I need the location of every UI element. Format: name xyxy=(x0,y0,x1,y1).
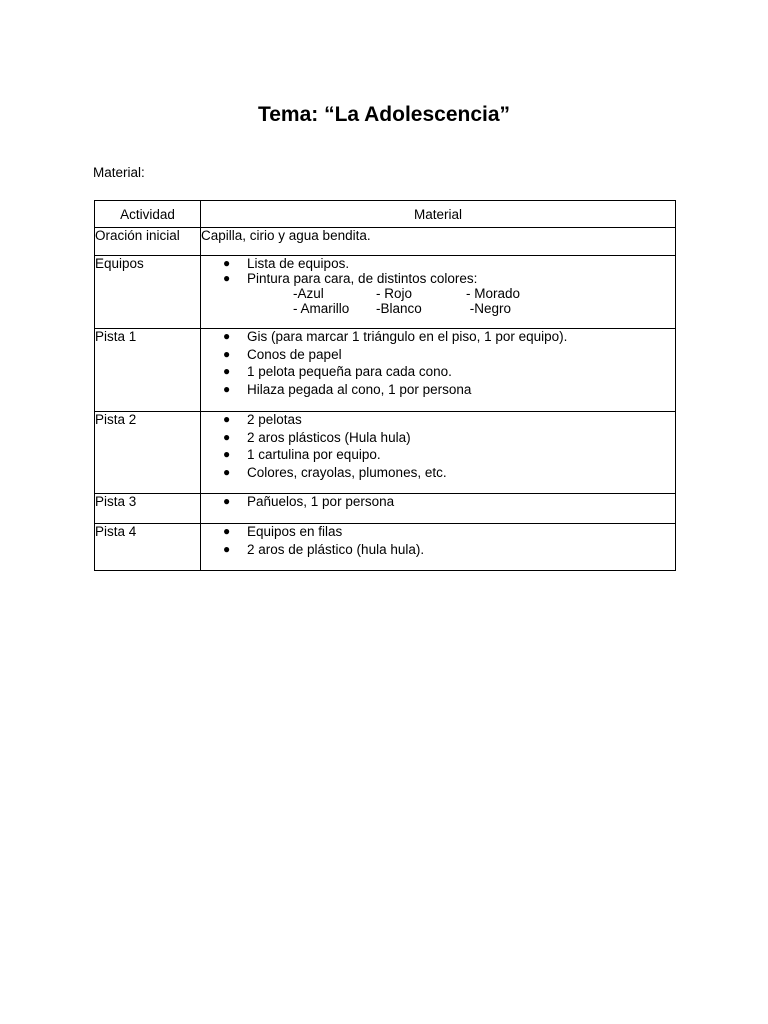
list-item xyxy=(201,347,675,362)
page-title: Tema: “La Adolescencia” xyxy=(257,103,511,126)
bullet-icon: ● xyxy=(223,381,231,396)
bullet-icon: ● xyxy=(223,524,231,538)
bullet-icon: ● xyxy=(223,464,231,479)
color-list xyxy=(201,286,675,316)
material-cell xyxy=(201,329,676,412)
activity-cell: Pista 2 xyxy=(95,412,201,494)
activity-cell: Pista 3 xyxy=(95,494,201,524)
list-item-text: 2 pelotas xyxy=(247,412,302,427)
list-item xyxy=(201,430,675,445)
list-item-text: Conos de papel xyxy=(247,346,342,362)
activity-cell: Oración inicial xyxy=(95,228,201,256)
list-item-text: Gis (para marcar 1 triángulo en el piso, 1 por equipo). xyxy=(247,329,568,344)
color-item: - Amarillo xyxy=(293,301,350,316)
bullet-icon: ● xyxy=(223,364,231,378)
material-cell xyxy=(201,494,676,524)
list-item xyxy=(201,382,675,397)
material-cell xyxy=(201,412,676,494)
bullet-icon: ● xyxy=(223,271,231,285)
list-item xyxy=(201,364,675,379)
bullet-icon: ● xyxy=(223,346,231,361)
material-list xyxy=(201,412,675,480)
table-row xyxy=(95,494,676,524)
list-item xyxy=(201,256,675,271)
list-item-text: Colores, crayolas, plumones, etc. xyxy=(247,464,447,480)
list-item-text: Equipos en filas xyxy=(247,524,343,539)
list-item xyxy=(201,329,675,344)
table-header-row xyxy=(95,201,676,228)
bullet-icon: ● xyxy=(223,429,231,444)
material-list xyxy=(201,524,675,557)
material-cell: Capilla, cirio y agua bendita. xyxy=(201,228,676,256)
table-row xyxy=(95,228,676,256)
color-item: -Blanco xyxy=(376,301,422,316)
list-item xyxy=(201,271,675,286)
list-item-text: Lista de equipos. xyxy=(247,256,350,271)
bullet-icon: ● xyxy=(223,256,231,270)
list-item-text: 2 aros de plástico (hula hula). xyxy=(247,541,425,557)
header-actividad: Actividad xyxy=(95,201,201,228)
list-item-text: Pintura para cara, de distintos colores: xyxy=(247,271,478,286)
bullet-icon: ● xyxy=(223,447,231,461)
list-item xyxy=(201,524,675,539)
list-item xyxy=(201,494,675,509)
activity-cell: Pista 4 xyxy=(95,524,201,571)
list-item xyxy=(201,542,675,557)
bullet-icon: ● xyxy=(223,494,231,508)
color-item: -Azul xyxy=(293,286,324,301)
material-cell xyxy=(201,256,676,329)
list-item-text: 1 pelota pequeña para cada cono. xyxy=(247,364,452,379)
material-label: Material: xyxy=(93,165,145,180)
list-item xyxy=(201,465,675,480)
bullet-icon: ● xyxy=(223,541,231,556)
list-item xyxy=(201,412,675,427)
color-item: - Morado xyxy=(466,286,521,301)
table-row xyxy=(95,329,676,412)
table-row xyxy=(95,524,676,571)
bullet-icon: ● xyxy=(223,329,231,343)
color-item: -Negro xyxy=(466,301,512,316)
activity-cell: Pista 1 xyxy=(95,329,201,412)
header-material: Material xyxy=(201,201,676,228)
bullet-icon: ● xyxy=(223,412,231,426)
list-item xyxy=(201,447,675,462)
material-list xyxy=(201,494,675,509)
material-list xyxy=(201,329,675,397)
materials-table xyxy=(94,200,676,571)
list-item-text: 2 aros plásticos (Hula hula) xyxy=(247,429,411,445)
table-row xyxy=(95,256,676,329)
list-item-text: Pañuelos, 1 por persona xyxy=(247,494,395,509)
material-list xyxy=(201,256,675,286)
table-row xyxy=(95,412,676,494)
material-cell xyxy=(201,524,676,571)
list-item-text: Hilaza pegada al cono, 1 por persona xyxy=(247,381,472,397)
activity-cell: Equipos xyxy=(95,256,201,329)
color-item: - Rojo xyxy=(376,286,413,301)
list-item-text: 1 cartulina por equipo. xyxy=(247,447,381,462)
